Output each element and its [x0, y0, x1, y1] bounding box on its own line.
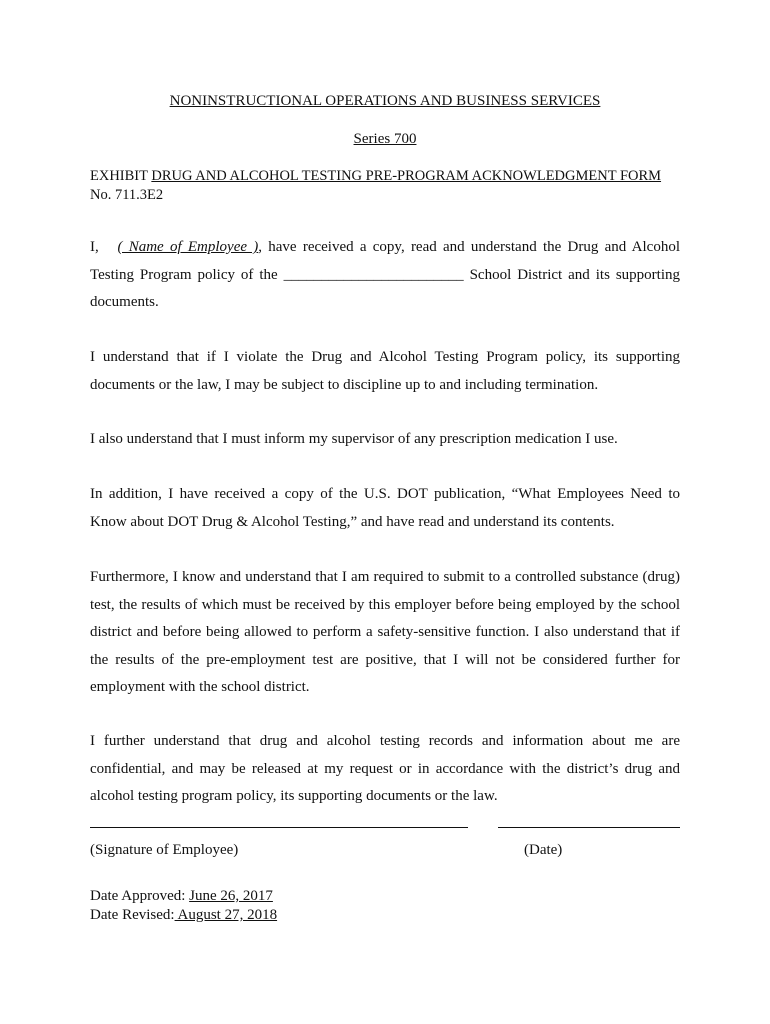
ack-tail: School District and its supporting documents. [90, 266, 681, 310]
dot-publication-paragraph: In addition, I have received a copy of the U.S. DOT publication, “What Employees Need to Know about DOT Drug & Alcohol Testing,” and have read and understand its contents. [90, 486, 680, 530]
date-approved-label: Date Approved: [90, 888, 190, 904]
school-district-blank[interactable]: ________________________ [283, 266, 464, 283]
ack-middle: , have received a copy, read and understand the Drug and Alcohol Testing Program policy of the [90, 239, 681, 283]
date-line[interactable] [498, 827, 680, 828]
pre-employment-test-paragraph: Furthermore, I know and understand that I am required to submit to a controlled substance (drug) test, the results of which must be received by this employer before being employed by the school district and before being allowed to perform a safety-sensitive function. I also understand that if the results of the pre-employment test are positive, that I will not be considered further for employment with the school district. [90, 569, 680, 695]
ack-lead: I, [90, 239, 99, 255]
series-label-text: Series 700 [353, 131, 417, 147]
section-heading [0, 93, 770, 110]
signature-line[interactable] [90, 827, 468, 828]
employee-name-field[interactable]: ( Name of Employee ) [117, 239, 259, 255]
section-heading-text: NONINSTRUCTIONAL OPERATIONS AND BUSINESS SERVICES [169, 93, 601, 109]
exhibit-prefix: EXHIBIT [90, 168, 152, 184]
date-revised-label: Date Revised: [90, 907, 175, 923]
date-label: (Date) [524, 842, 563, 858]
date-approved-value: June 26, 2017 [189, 888, 273, 904]
acknowledgment-paragraph [90, 234, 680, 317]
series-label [0, 131, 770, 148]
date-revised [90, 906, 277, 925]
signature-label: (Signature of Employee) [90, 842, 239, 858]
exhibit-number: No. 711.3E2 [90, 187, 164, 203]
exhibit-form-title: DRUG AND ALCOHOL TESTING PRE-PROGRAM ACKNOWLEDGMENT FORM [151, 168, 662, 184]
confidentiality-paragraph: I further understand that drug and alcohol testing records and information about me are confidential, and may be released at my request or in accordance with the district’s drug and alcohol testing program policy, its supporting documents or the law. [90, 733, 680, 804]
date-revised-value: August 27, 2018 [174, 907, 278, 923]
medication-paragraph: I also understand that I must inform my supervisor of any prescription medication I use. [90, 431, 618, 447]
date-approved [90, 887, 273, 906]
discipline-paragraph: I understand that if I violate the Drug and Alcohol Testing Program policy, its supporting documents or the law, I may be subject to discipline up to and including termination. [90, 349, 680, 393]
exhibit-title [90, 167, 690, 205]
